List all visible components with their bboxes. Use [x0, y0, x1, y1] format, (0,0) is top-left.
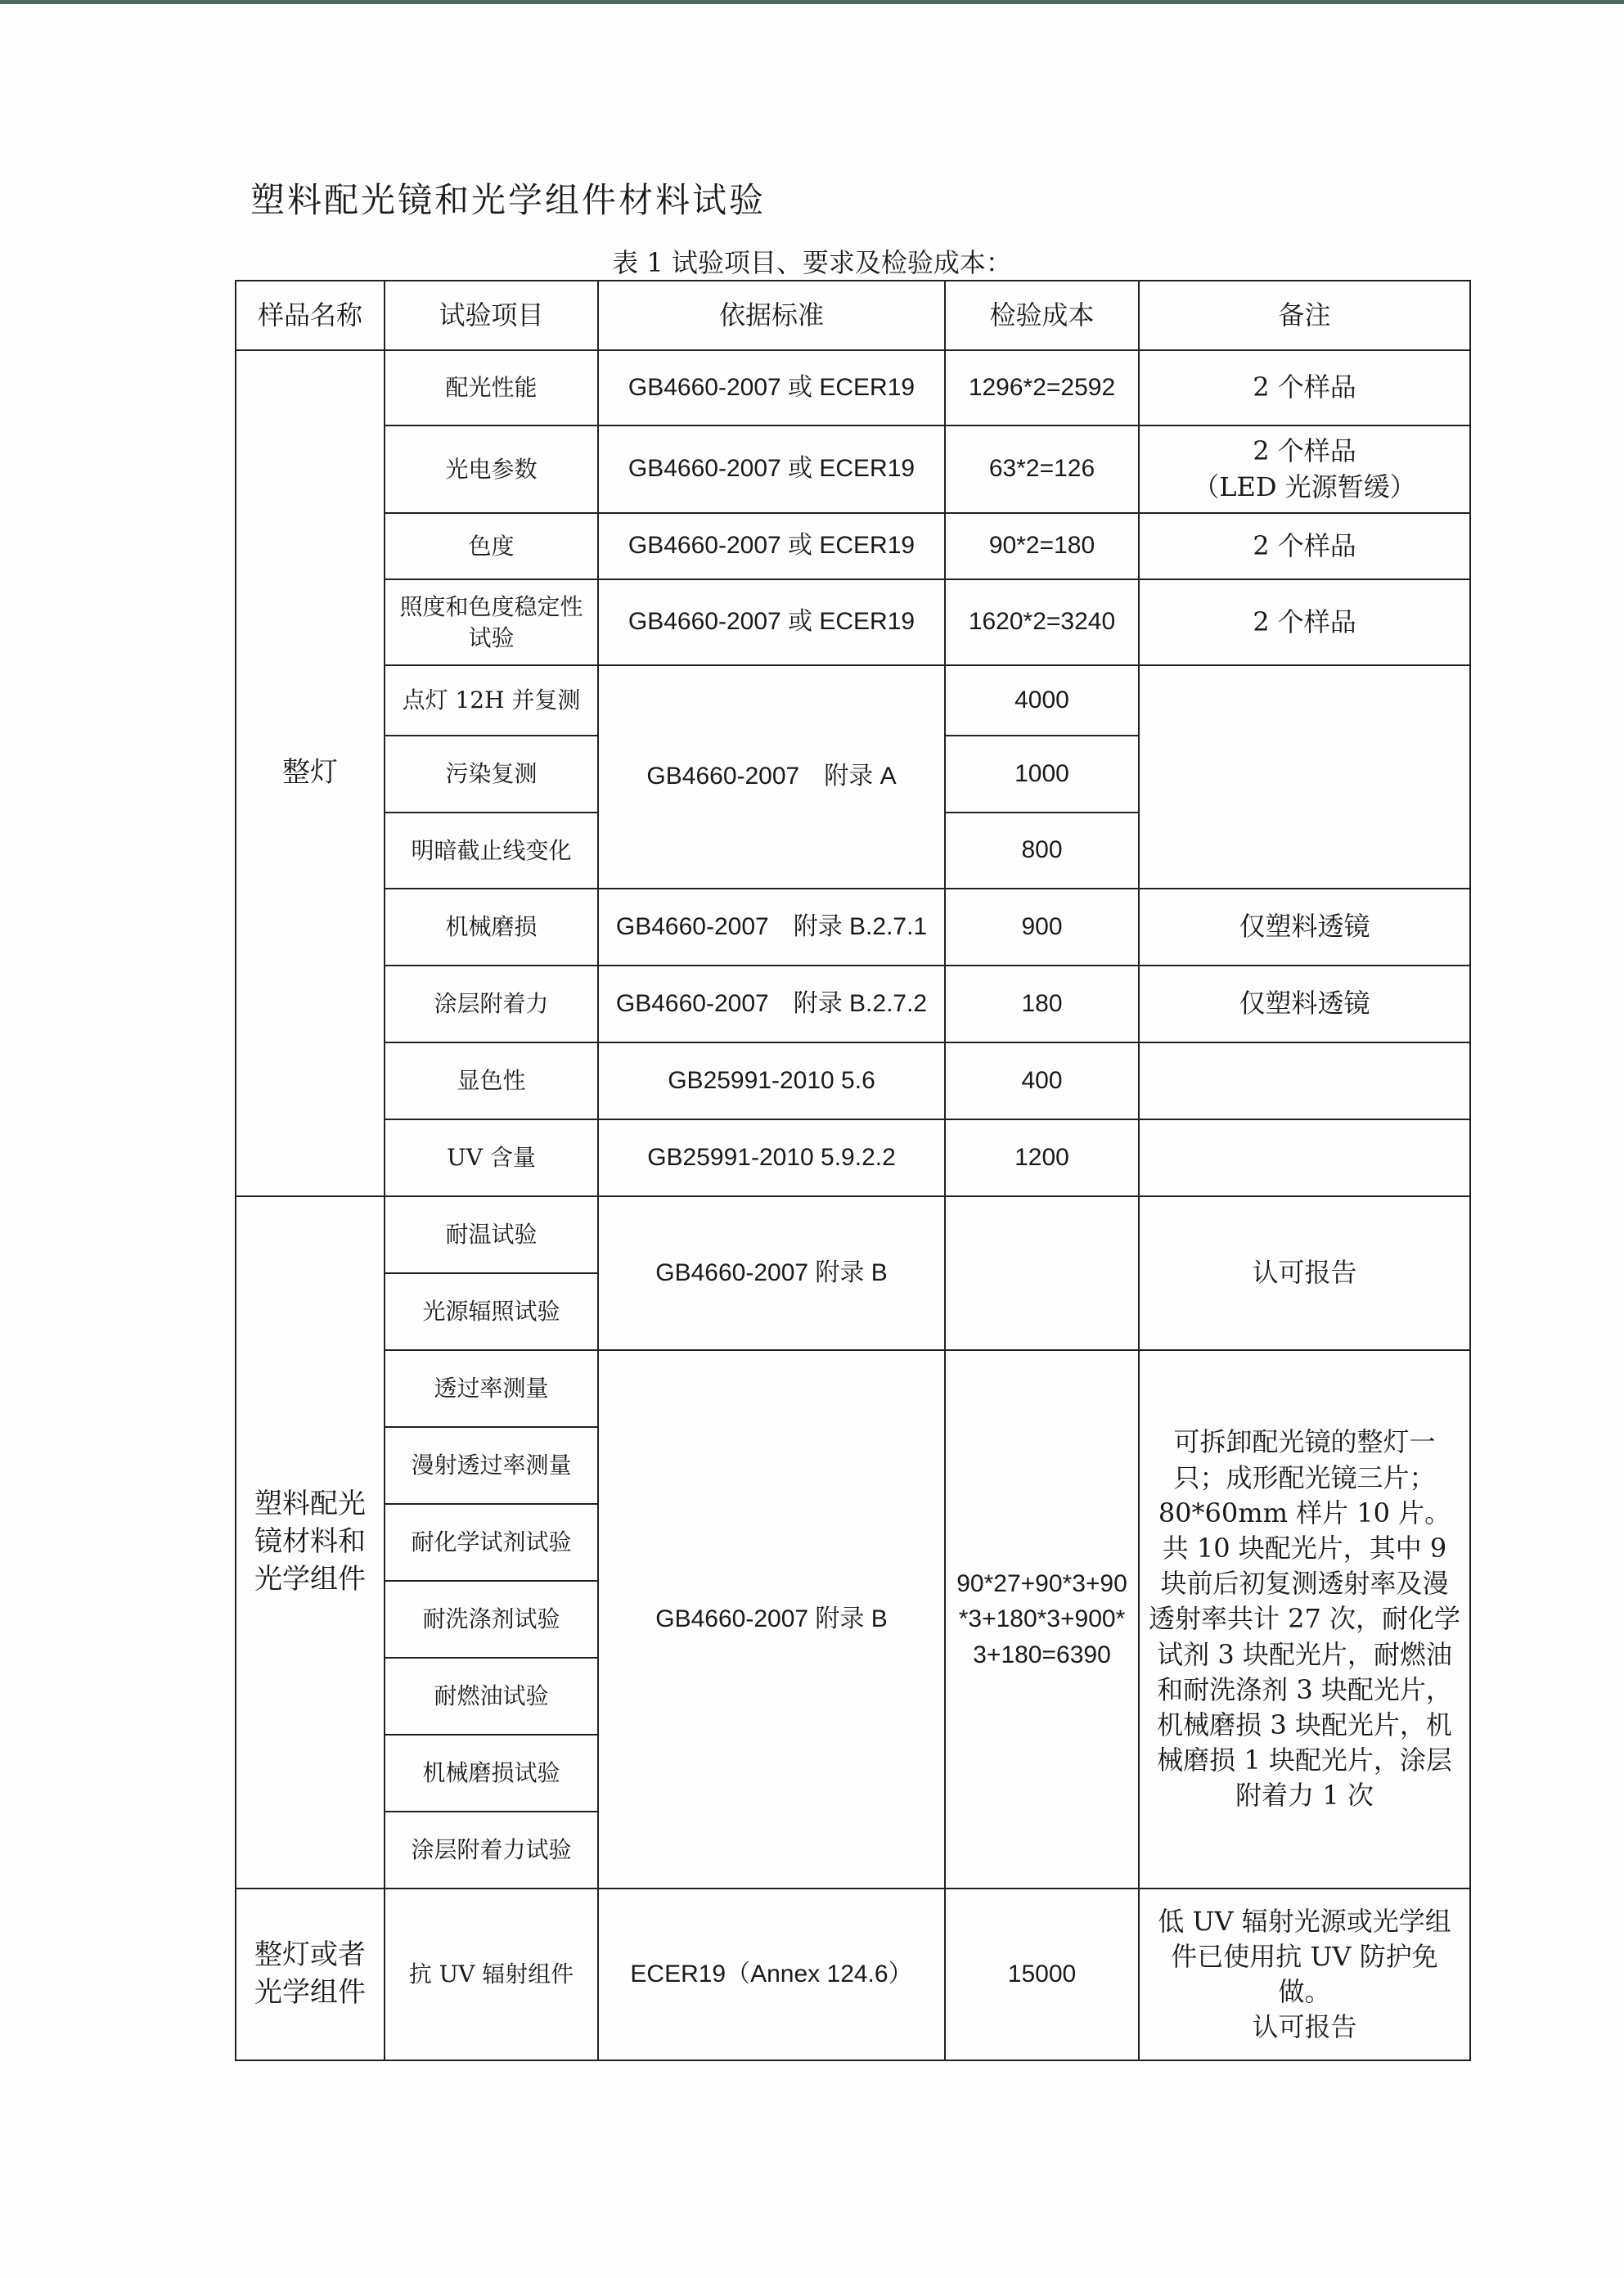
- note-line: （LED 光源暂缓）: [1193, 470, 1416, 502]
- header-standard: 依据标准: [598, 281, 945, 350]
- header-note: 备注: [1139, 281, 1470, 350]
- cost: 1296*2=2592: [945, 350, 1139, 425]
- table-row: [236, 1119, 1470, 1196]
- note: [1139, 1119, 1470, 1196]
- note: 可拆卸配光镜的整灯一只；成形配光镜三片；80*60mm 样片 10 片。共 10 块配光片，其中 9 块前后初复测透射率及漫透射率共计 27 次，耐化学试剂 3 块配光片，耐燃油和耐洗涤剂 3 块配光片，机械磨损 3 块配光片，机械磨损 1 块配光片，涂层附着力 1 次: [1139, 1350, 1470, 1889]
- cost: 180: [945, 966, 1139, 1042]
- table-row: [236, 1196, 1470, 1273]
- cost: 1000: [945, 736, 1139, 813]
- cost: 90*2=180: [945, 513, 1139, 579]
- test-item: 明暗截止线变化: [385, 813, 598, 889]
- cost: 1200: [945, 1119, 1139, 1196]
- table-row: [236, 513, 1470, 579]
- sample-whole-lamp: 整灯: [236, 350, 385, 1196]
- standard: GB4660-2007 或 ECER19: [598, 425, 945, 513]
- test-item: 光电参数: [385, 425, 598, 513]
- cost: 4000: [945, 665, 1139, 736]
- table-row: [236, 665, 1470, 736]
- table-row: [236, 889, 1470, 966]
- test-item: 机械磨损: [385, 889, 598, 966]
- cost: 15000: [945, 1889, 1139, 2060]
- cost: 63*2=126: [945, 425, 1139, 513]
- standard: GB4660-2007 附录 B: [598, 1196, 945, 1350]
- document-title: 塑料配光镜和光学组件材料试验: [250, 180, 767, 220]
- note-line: 低 UV 辐射光源或光学组件已使用抗 UV 防护免做。: [1158, 1905, 1451, 2007]
- test-item: 色度: [385, 513, 598, 579]
- test-item: 耐温试验: [385, 1196, 598, 1273]
- test-item: 耐燃油试验: [385, 1658, 598, 1735]
- test-item: 配光性能: [385, 350, 598, 425]
- standard: GB4660-2007 附录 B.2.7.2: [598, 966, 945, 1042]
- standard: GB4660-2007 附录 B.2.7.1: [598, 889, 945, 966]
- note: 2 个样品: [1139, 350, 1470, 425]
- test-item: 点灯 12H 并复测: [385, 665, 598, 736]
- note: 仅塑料透镜: [1139, 889, 1470, 966]
- test-item: 涂层附着力试验: [385, 1812, 598, 1889]
- sample-plastic-lens: 塑料配光镜材料和光学组件: [236, 1196, 385, 1889]
- cost: 900: [945, 889, 1139, 966]
- standard: GB4660-2007 或 ECER19: [598, 513, 945, 579]
- test-item: 光源辐照试验: [385, 1273, 598, 1350]
- note: 仅塑料透镜: [1139, 966, 1470, 1042]
- standard: GB25991-2010 5.9.2.2: [598, 1119, 945, 1196]
- test-item: 照度和色度稳定性试验: [385, 579, 598, 665]
- cost: 90*27+90*3+90*3+180*3+900*3+180=6390: [945, 1350, 1139, 1889]
- table-row: [236, 425, 1470, 513]
- cost: 1620*2=3240: [945, 579, 1139, 665]
- table-row: [236, 1042, 1470, 1119]
- table-header-row: [236, 281, 1470, 350]
- test-item: 漫射透过率测量: [385, 1427, 598, 1504]
- cost: 800: [945, 813, 1139, 889]
- table-caption: 表 1 试验项目、要求及检验成本：: [612, 247, 1012, 278]
- note: [1139, 1889, 1470, 2060]
- standard: GB4660-2007 附录 B: [598, 1350, 945, 1889]
- test-item: UV 含量: [385, 1119, 598, 1196]
- test-item: 抗 UV 辐射组件: [385, 1889, 598, 2060]
- note-line: 2 个样品: [1253, 435, 1356, 467]
- note: [1139, 425, 1470, 513]
- table-row: [236, 1350, 1470, 1427]
- header-cost: 检验成本: [945, 281, 1139, 350]
- note: 认可报告: [1139, 1196, 1470, 1350]
- note: 2 个样品: [1139, 579, 1470, 665]
- test-item: 耐洗涤剂试验: [385, 1581, 598, 1658]
- table-row: [236, 579, 1470, 665]
- standard: ECER19（Annex 124.6）: [598, 1889, 945, 2060]
- table-row: [236, 350, 1470, 425]
- test-items-table: [235, 280, 1471, 2061]
- test-item: 污染复测: [385, 736, 598, 813]
- note: [1139, 665, 1470, 889]
- test-item: 透过率测量: [385, 1350, 598, 1427]
- header-item: 试验项目: [385, 281, 598, 350]
- standard: GB25991-2010 5.6: [598, 1042, 945, 1119]
- test-item: 机械磨损试验: [385, 1735, 598, 1812]
- note-line: 认可报告: [1252, 2011, 1357, 2043]
- standard: GB4660-2007 附录 A: [598, 665, 945, 889]
- cost: 400: [945, 1042, 1139, 1119]
- sample-lamp-or-optical: 整灯或者光学组件: [236, 1889, 385, 2060]
- note: 2 个样品: [1139, 513, 1470, 579]
- standard: GB4660-2007 或 ECER19: [598, 579, 945, 665]
- cost: [945, 1196, 1139, 1350]
- note: [1139, 1042, 1470, 1119]
- test-item: 显色性: [385, 1042, 598, 1119]
- table-row: [236, 966, 1470, 1042]
- test-item: 涂层附着力: [385, 966, 598, 1042]
- scan-top-border: [0, 0, 1624, 4]
- standard: GB4660-2007 或 ECER19: [598, 350, 945, 425]
- test-item: 耐化学试剂试验: [385, 1504, 598, 1581]
- table-row: [236, 1889, 1470, 2060]
- header-sample: 样品名称: [236, 281, 385, 350]
